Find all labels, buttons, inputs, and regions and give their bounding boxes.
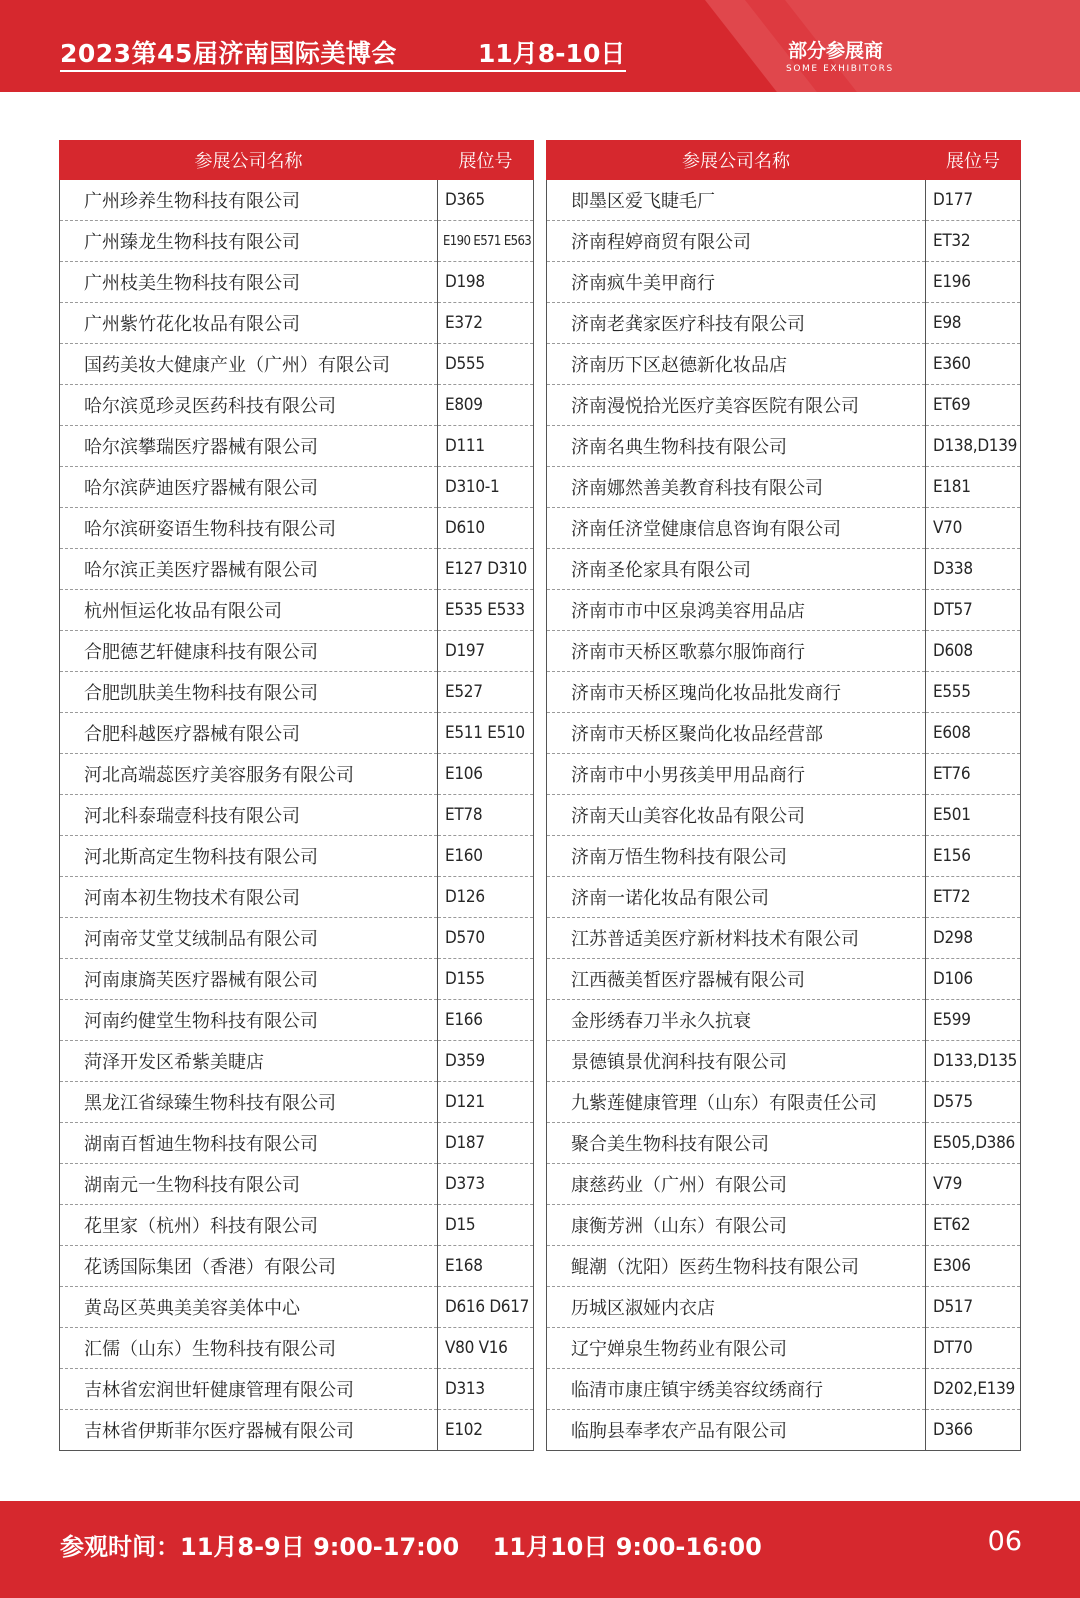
booth-number: D15 [438,1205,534,1246]
company-name: 济南一诺化妆品有限公司 [547,877,926,918]
booth-number: E306 [926,1246,1021,1287]
table-row [60,795,534,836]
company-name: 花里家（杭州）科技有限公司 [60,1205,438,1246]
table-row [547,221,1021,262]
booth-number: E181 [926,467,1021,508]
company-name: 河南约健堂生物科技有限公司 [60,1000,438,1041]
table-row [60,631,534,672]
booth-number: E501 [926,795,1021,836]
table-row [547,1000,1021,1041]
booth-column-header: 展位号 [438,141,534,180]
table-row [547,303,1021,344]
booth-number: D106 [926,959,1021,1000]
table-row [547,877,1021,918]
booth-number: D373 [438,1164,534,1205]
table-row [547,631,1021,672]
table-row [60,180,534,221]
table-row [60,877,534,918]
company-name: 济南市天桥区瑰尚化妆品批发商行 [547,672,926,713]
booth-number: D610 [438,508,534,549]
company-name: 合肥德艺轩健康科技有限公司 [60,631,438,672]
booth-number: D338 [926,549,1021,590]
table-row [60,959,534,1000]
table-row [60,1328,534,1369]
booth-number: D197 [438,631,534,672]
event-dates: 11月8-10日 [478,39,626,68]
table-row [547,836,1021,877]
table-row [547,672,1021,713]
company-name: 金彤绣春刀半永久抗衰 [547,1000,926,1041]
booth-number: D138,D139 [926,426,1021,467]
booth-number: E511 E510 [438,713,534,754]
table-row [547,508,1021,549]
table-row [547,1246,1021,1287]
company-column-header: 参展公司名称 [60,141,438,180]
company-name: 济南历下区赵德新化妆品店 [547,344,926,385]
company-name: 济南万悟生物科技有限公司 [547,836,926,877]
company-name: 九紫莲健康管理（山东）有限责任公司 [547,1082,926,1123]
company-name: 广州臻龙生物科技有限公司 [60,221,438,262]
company-name: 江西薇美皙医疗器械有限公司 [547,959,926,1000]
booth-number: E809 [438,385,534,426]
company-name: 济南老龚家医疗科技有限公司 [547,303,926,344]
company-name: 河北高端蕊医疗美容服务有限公司 [60,754,438,795]
booth-number: E168 [438,1246,534,1287]
booth-number: DT70 [926,1328,1021,1369]
booth-number: V70 [926,508,1021,549]
company-name: 济南程婷商贸有限公司 [547,221,926,262]
company-name: 吉林省宏润世轩健康管理有限公司 [60,1369,438,1410]
booth-number: E102 [438,1410,534,1451]
booth-number: ET78 [438,795,534,836]
booth-number: D570 [438,918,534,959]
booth-number: E360 [926,344,1021,385]
booth-number: D121 [438,1082,534,1123]
booth-number: D359 [438,1041,534,1082]
booth-number: E527 [438,672,534,713]
table-row [60,1246,534,1287]
company-name: 哈尔滨攀瑞医疗器械有限公司 [60,426,438,467]
booth-number: D187 [438,1123,534,1164]
table-row [60,713,534,754]
booth-number: E190 E571 E563 [438,221,534,262]
table-row [60,1082,534,1123]
company-name: 汇儒（山东）生物科技有限公司 [60,1328,438,1369]
company-name: 哈尔滨萨迪医疗器械有限公司 [60,467,438,508]
table-row [60,590,534,631]
table-row [547,1205,1021,1246]
company-name: 济南天山美容化妆品有限公司 [547,795,926,836]
table-row [547,426,1021,467]
table-row [60,1410,534,1451]
company-name: 哈尔滨觅珍灵医药科技有限公司 [60,385,438,426]
table-row [60,385,534,426]
table-row [547,180,1021,221]
company-name: 康衡芳洲（山东）有限公司 [547,1205,926,1246]
booth-number: E599 [926,1000,1021,1041]
table-row [60,672,534,713]
booth-number: V79 [926,1164,1021,1205]
booth-number: D177 [926,180,1021,221]
table-row [547,549,1021,590]
table-row [547,1164,1021,1205]
company-name: 湖南元一生物科技有限公司 [60,1164,438,1205]
table-row [547,1082,1021,1123]
company-name: 济南市中小男孩美甲用品商行 [547,754,926,795]
company-name: 国药美妆大健康产业（广州）有限公司 [60,344,438,385]
booth-number: E106 [438,754,534,795]
table-row [547,385,1021,426]
table-header-row [547,141,1021,180]
table-row [60,303,534,344]
booth-number: D133,D135 [926,1041,1021,1082]
company-name: 湖南百皙迪生物科技有限公司 [60,1123,438,1164]
booth-number: D608 [926,631,1021,672]
company-name: 历城区淑娅内衣店 [547,1287,926,1328]
page-footer [0,1501,1080,1598]
page-header [0,0,1080,92]
table-row [60,549,534,590]
exhibitor-table-right [546,140,1021,1451]
company-name: 景德镇景优润科技有限公司 [547,1041,926,1082]
table-row [60,1369,534,1410]
table-row [60,1000,534,1041]
company-name: 河南本初生物技术有限公司 [60,877,438,918]
table-row [547,918,1021,959]
visit-hours: 参观时间：11月8-9日 9:00-17:00 11月10日 9:00-16:00 [60,1533,762,1561]
table-row [60,918,534,959]
company-name: 济南任济堂健康信息咨询有限公司 [547,508,926,549]
company-name: 广州紫竹花化妆品有限公司 [60,303,438,344]
company-name: 济南市市中区泉鸿美容用品店 [547,590,926,631]
booth-number: D365 [438,180,534,221]
booth-number: D310-1 [438,467,534,508]
company-name: 济南疯牛美甲商行 [547,262,926,303]
booth-number: E505,D386 [926,1123,1021,1164]
booth-number: D616 D617 [438,1287,534,1328]
table-row [547,1369,1021,1410]
booth-number: D155 [438,959,534,1000]
table-row [60,344,534,385]
table-row [60,754,534,795]
booth-number: D111 [438,426,534,467]
table-row [547,1123,1021,1164]
booth-number: E555 [926,672,1021,713]
table-row [60,508,534,549]
booth-number: D126 [438,877,534,918]
company-name: 济南圣伦家具有限公司 [547,549,926,590]
table-row [547,1287,1021,1328]
booth-number: ET62 [926,1205,1021,1246]
booth-number: D517 [926,1287,1021,1328]
table-row [547,959,1021,1000]
company-name: 杭州恒运化妆品有限公司 [60,590,438,631]
table-row [60,262,534,303]
company-name: 合肥凯肤美生物科技有限公司 [60,672,438,713]
booth-number: E98 [926,303,1021,344]
company-name: 济南名典生物科技有限公司 [547,426,926,467]
table-row [547,1410,1021,1451]
table-row [60,467,534,508]
booth-number: D298 [926,918,1021,959]
title-underline [60,70,626,72]
company-name: 广州珍养生物科技有限公司 [60,180,438,221]
table-row [547,467,1021,508]
section-badge-cn: 部分参展商 [788,40,884,62]
table-row [60,1205,534,1246]
table-row [60,1041,534,1082]
company-name: 黄岛区英典美美容美体中心 [60,1287,438,1328]
table-row [60,836,534,877]
company-name: 济南市天桥区聚尚化妆品经营部 [547,713,926,754]
section-badge-en: SOME EXHIBITORS [786,64,894,74]
company-name: 鲲潮（沈阳）医药生物科技有限公司 [547,1246,926,1287]
company-name: 聚合美生物科技有限公司 [547,1123,926,1164]
booth-number: E372 [438,303,534,344]
booth-number: E608 [926,713,1021,754]
booth-number: E127 D310 [438,549,534,590]
company-name: 辽宁婵泉生物药业有限公司 [547,1328,926,1369]
company-column-header: 参展公司名称 [547,141,926,180]
company-name: 临朐县奉孝农产品有限公司 [547,1410,926,1451]
booth-number: D313 [438,1369,534,1410]
booth-number: ET72 [926,877,1021,918]
booth-number: ET32 [926,221,1021,262]
company-name: 康慈药业（广州）有限公司 [547,1164,926,1205]
booth-column-header: 展位号 [926,141,1021,180]
booth-number: E166 [438,1000,534,1041]
company-name: 黑龙江省绿臻生物科技有限公司 [60,1082,438,1123]
table-row [547,262,1021,303]
booth-number: ET69 [926,385,1021,426]
booth-number: E535 E533 [438,590,534,631]
table-row [547,1041,1021,1082]
company-name: 河南帝艾堂艾绒制品有限公司 [60,918,438,959]
company-name: 临清市康庄镇宇绣美容纹绣商行 [547,1369,926,1410]
company-name: 吉林省伊斯菲尔医疗器械有限公司 [60,1410,438,1451]
company-name: 河北科泰瑞壹科技有限公司 [60,795,438,836]
booth-number: E156 [926,836,1021,877]
booth-number: D575 [926,1082,1021,1123]
table-row [60,1123,534,1164]
booth-number: D555 [438,344,534,385]
event-title: 2023第45届济南国际美博会 [60,39,397,68]
page-number: 06 [987,1526,1022,1557]
company-name: 济南市天桥区歌慕尔服饰商行 [547,631,926,672]
table-row [547,344,1021,385]
exhibitor-table-left [59,140,534,1451]
company-name: 济南娜然善美教育科技有限公司 [547,467,926,508]
booth-number: D202,E139 [926,1369,1021,1410]
company-name: 花诱国际集团（香港）有限公司 [60,1246,438,1287]
table-row [547,590,1021,631]
table-row [60,426,534,467]
booth-number: D198 [438,262,534,303]
table-row [547,1328,1021,1369]
table-row [547,795,1021,836]
company-name: 菏泽开发区希紫美睫店 [60,1041,438,1082]
table-row [547,754,1021,795]
booth-number: DT57 [926,590,1021,631]
table-row [60,1164,534,1205]
booth-number: D366 [926,1410,1021,1451]
booth-number: V80 V16 [438,1328,534,1369]
company-name: 合肥科越医疗器械有限公司 [60,713,438,754]
table-row [547,713,1021,754]
company-name: 广州枝美生物科技有限公司 [60,262,438,303]
table-row [60,1287,534,1328]
company-name: 即墨区爱飞睫毛厂 [547,180,926,221]
company-name: 江苏普适美医疗新材料技术有限公司 [547,918,926,959]
table-row [60,221,534,262]
company-name: 河南康旖芙医疗器械有限公司 [60,959,438,1000]
table-header-row [60,141,534,180]
company-name: 济南漫悦拾光医疗美容医院有限公司 [547,385,926,426]
booth-number: ET76 [926,754,1021,795]
company-name: 河北斯高定生物科技有限公司 [60,836,438,877]
company-name: 哈尔滨正美医疗器械有限公司 [60,549,438,590]
booth-number: E160 [438,836,534,877]
company-name: 哈尔滨研姿语生物科技有限公司 [60,508,438,549]
booth-number: E196 [926,262,1021,303]
